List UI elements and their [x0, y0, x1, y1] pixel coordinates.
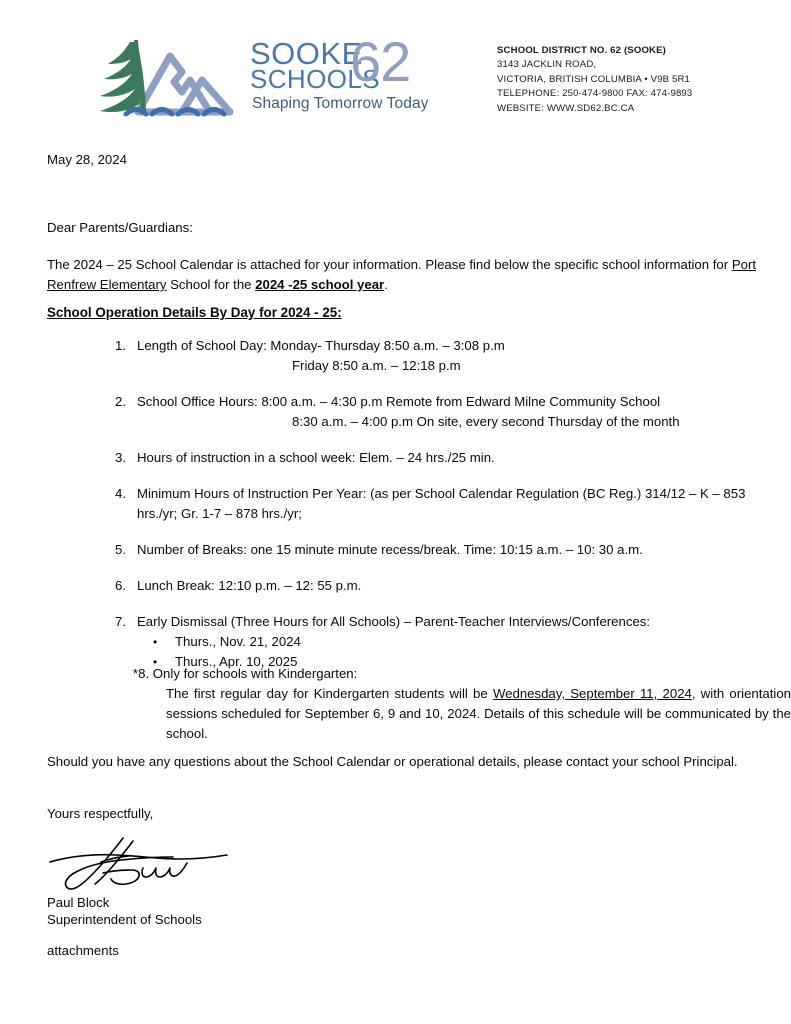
- list-item: [92, 336, 762, 376]
- logo-number-62: 62: [350, 30, 411, 93]
- address-line-website: WEBSITE: WWW.SD62.BC.CA: [497, 102, 635, 114]
- logo-word-sooke: SOOKE: [250, 36, 363, 71]
- address-line-street: 3143 JACKLIN ROAD,: [497, 59, 597, 71]
- list-item: [92, 448, 762, 468]
- list-item: [137, 632, 762, 652]
- signer-title: Superintendent of Schools: [47, 912, 202, 927]
- kindergarten-text-part1: The first regular day for Kindergarten students will be: [166, 686, 493, 701]
- kindergarten-note-heading: *8. Only for schools with Kindergarten:: [133, 666, 358, 681]
- signature-block: [47, 894, 202, 928]
- list-item-number: 4.: [115, 486, 126, 501]
- logo-wordmark: [250, 30, 450, 130]
- district-address-block: [497, 44, 692, 116]
- kindergarten-note-body: [133, 684, 791, 744]
- section-heading: School Operation Details By Day for 2024 - 25:: [47, 305, 342, 320]
- logo-word-schools: SCHOOLS: [250, 64, 380, 94]
- list-item-continuation: Friday 8:50 a.m. – 12:18 p.m: [292, 358, 461, 373]
- address-line-city: VICTORIA, BRITISH COLUMBIA • V9B 5R1: [497, 73, 691, 85]
- list-item-number: 6.: [115, 578, 126, 593]
- list-item-number: 5.: [115, 542, 126, 557]
- bullet-icon: •: [153, 655, 158, 669]
- list-item: [92, 576, 762, 596]
- list-item: [92, 392, 762, 432]
- list-item-text: Lunch Break: 12:10 p.m. – 12: 55 p.m.: [137, 578, 362, 593]
- school-year-emphasis: 2024 -25 school year: [255, 277, 385, 292]
- list-item-text: Hours of instruction in a school week: Elem. – 24 hrs./25 min.: [137, 450, 495, 465]
- attachments-note: attachments: [47, 943, 119, 958]
- list-item-continuation: 8:30 a.m. – 4:00 p.m On site, every second Thursday of the month: [292, 414, 680, 429]
- list-item-number: 1.: [115, 338, 126, 353]
- signer-name: Paul Block: [47, 895, 110, 910]
- kindergarten-note: [133, 664, 791, 744]
- intro-text-part1: The 2024 – 25 School Calendar is attached for your information. Please find below the specific school information for: [47, 257, 732, 272]
- logo-tagline: Shaping Tomorrow Today: [252, 95, 429, 112]
- sooke-schools-logo: [78, 30, 448, 134]
- letter-date: May 28, 2024: [47, 152, 127, 167]
- valediction: Yours respectfully,: [47, 806, 154, 821]
- list-item-text: Early Dismissal (Three Hours for All Schools) – Parent-Teacher Interviews/Conferences:: [137, 614, 651, 629]
- list-item: [92, 540, 762, 560]
- kindergarten-text-part2: , with orientation sessions scheduled for September 6, 9 and 10, 2024. Details of this schedule will be communicated by the school.: [166, 686, 791, 741]
- address-line-phone: TELEPHONE: 250-474-9800 FAX: 474-9893: [497, 88, 693, 100]
- bullet-text: Thurs., Apr. 10, 2025: [175, 654, 298, 669]
- list-item-number: 7.: [115, 614, 126, 629]
- list-item-text: Minimum Hours of Instruction Per Year: (as per School Calendar Regulation (BC Reg.) 314/12 – K – 853 hrs./yr; Gr. 1-7 – 878 hrs./yr;: [137, 486, 746, 521]
- list-item-text: School Office Hours: 8:00 a.m. – 4:30 p.m Remote from Edward Milne Community School: [137, 394, 661, 409]
- address-line-district: SCHOOL DISTRICT NO. 62 (SOOKE): [497, 45, 667, 56]
- bullet-icon: •: [153, 635, 158, 649]
- letterhead: [0, 0, 791, 140]
- signature-icon: [47, 832, 317, 894]
- closing-paragraph: Should you have any questions about the School Calendar or operational details, please contact your school Principal.: [47, 754, 738, 769]
- list-item-text: Length of School Day: Monday- Thursday 8:50 a.m. – 3:08 p.m: [137, 338, 505, 353]
- list-item: [92, 612, 762, 672]
- list-item-number: 3.: [115, 450, 126, 465]
- bullet-text: Thurs., Nov. 21, 2024: [175, 634, 301, 649]
- school-name: Port Renfrew Elementary: [47, 257, 756, 292]
- salutation: Dear Parents/Guardians:: [47, 220, 193, 235]
- list-item-number: 2.: [115, 394, 126, 409]
- intro-text-part2: School for the: [166, 277, 256, 292]
- intro-text-part3: .: [384, 277, 388, 292]
- list-item-text: Number of Breaks: one 15 minute minute recess/break. Time: 10:15 a.m. – 10: 30 a.m.: [137, 542, 643, 557]
- list-item: [92, 484, 762, 524]
- operation-details-list: [92, 336, 762, 688]
- intro-paragraph: [47, 255, 756, 295]
- kindergarten-first-day: Wednesday, September 11, 2024: [492, 686, 692, 701]
- logo-mark-icon: [78, 36, 250, 132]
